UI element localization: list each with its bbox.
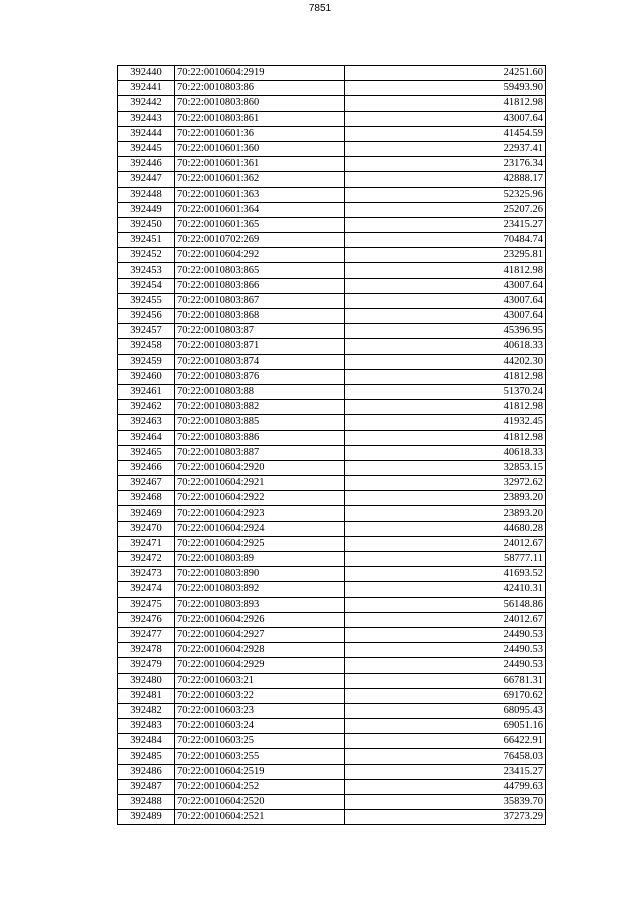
cadastral-number: 70:22:0010604:2922 [175, 491, 345, 506]
cadastral-number: 70:22:0010803:882 [175, 400, 345, 415]
cadastral-number: 70:22:0010803:893 [175, 597, 345, 612]
cadastral-value: 23415.27 [345, 764, 546, 779]
row-number: 392455 [118, 293, 175, 308]
cadastral-number: 70:22:0010601:364 [175, 202, 345, 217]
cadastral-value: 43007.64 [345, 309, 546, 324]
cadastral-number: 70:22:0010604:292 [175, 248, 345, 263]
row-number: 392465 [118, 445, 175, 460]
cadastral-number: 70:22:0010803:860 [175, 96, 345, 111]
row-number: 392482 [118, 703, 175, 718]
table-row [118, 263, 546, 278]
table-row [118, 795, 546, 810]
table-row [118, 187, 546, 202]
cadastral-number: 70:22:0010803:865 [175, 263, 345, 278]
cadastral-number: 70:22:0010803:89 [175, 552, 345, 567]
row-number: 392443 [118, 111, 175, 126]
table-row [118, 384, 546, 399]
cadastral-value: 58777.11 [345, 552, 546, 567]
cadastral-number: 70:22:0010803:874 [175, 354, 345, 369]
cadastral-value: 52325.96 [345, 187, 546, 202]
row-number: 392445 [118, 141, 175, 156]
cadastral-number: 70:22:0010803:892 [175, 582, 345, 597]
table-row [118, 248, 546, 263]
cadastral-value: 23893.20 [345, 506, 546, 521]
cadastral-value: 40618.33 [345, 445, 546, 460]
table-row [118, 536, 546, 551]
table-row [118, 612, 546, 627]
cadastral-number: 70:22:0010601:36 [175, 126, 345, 141]
row-number: 392456 [118, 309, 175, 324]
table-row [118, 354, 546, 369]
row-number: 392473 [118, 567, 175, 582]
row-number: 392474 [118, 582, 175, 597]
table-row [118, 643, 546, 658]
cadastral-number: 70:22:0010603:24 [175, 719, 345, 734]
table-row [118, 673, 546, 688]
row-number: 392459 [118, 354, 175, 369]
cadastral-value: 76458.03 [345, 749, 546, 764]
cadastral-value: 59493.90 [345, 81, 546, 96]
cadastral-value: 24490.53 [345, 643, 546, 658]
row-number: 392453 [118, 263, 175, 278]
cadastral-value: 41932.45 [345, 415, 546, 430]
table-row [118, 597, 546, 612]
cadastral-value: 23295.81 [345, 248, 546, 263]
cadastral-value: 24251.60 [345, 66, 546, 81]
cadastral-value: 69170.62 [345, 688, 546, 703]
cadastral-number: 70:22:0010603:25 [175, 734, 345, 749]
cadastral-value: 41812.98 [345, 369, 546, 384]
cadastral-value: 69051.16 [345, 719, 546, 734]
cadastral-number: 70:22:0010603:22 [175, 688, 345, 703]
cadastral-number: 70:22:0010604:2925 [175, 536, 345, 551]
cadastral-number: 70:22:0010803:885 [175, 415, 345, 430]
table-row [118, 81, 546, 96]
cadastral-value: 41812.98 [345, 96, 546, 111]
cadastral-value: 51370.24 [345, 384, 546, 399]
cadastral-value: 44680.28 [345, 521, 546, 536]
row-number: 392470 [118, 521, 175, 536]
row-number: 392483 [118, 719, 175, 734]
row-number: 392481 [118, 688, 175, 703]
cadastral-value: 37273.29 [345, 810, 546, 825]
table-row [118, 521, 546, 536]
cadastral-value: 24490.53 [345, 627, 546, 642]
table-row [118, 567, 546, 582]
row-number: 392446 [118, 157, 175, 172]
row-number: 392486 [118, 764, 175, 779]
cadastral-value: 25207.26 [345, 202, 546, 217]
row-number: 392469 [118, 506, 175, 521]
cadastral-value: 66422.91 [345, 734, 546, 749]
row-number: 392471 [118, 536, 175, 551]
table-row [118, 779, 546, 794]
cadastral-number: 70:22:0010803:890 [175, 567, 345, 582]
cadastral-number: 70:22:0010803:861 [175, 111, 345, 126]
table-body [118, 66, 546, 825]
row-number: 392462 [118, 400, 175, 415]
table-row [118, 460, 546, 475]
table-row [118, 627, 546, 642]
cadastral-number: 70:22:0010604:2920 [175, 460, 345, 475]
row-number: 392487 [118, 779, 175, 794]
cadastral-number: 70:22:0010803:87 [175, 324, 345, 339]
cadastral-value: 42410.31 [345, 582, 546, 597]
row-number: 392479 [118, 658, 175, 673]
row-number: 392449 [118, 202, 175, 217]
table-row [118, 66, 546, 81]
row-number: 392440 [118, 66, 175, 81]
row-number: 392468 [118, 491, 175, 506]
cadastral-number: 70:22:0010603:255 [175, 749, 345, 764]
cadastral-number: 70:22:0010604:2921 [175, 476, 345, 491]
table-row [118, 430, 546, 445]
table-row [118, 415, 546, 430]
cadastral-number: 70:22:0010604:2923 [175, 506, 345, 521]
row-number: 392461 [118, 384, 175, 399]
table-row [118, 476, 546, 491]
cadastral-value: 22937.41 [345, 141, 546, 156]
table-row [118, 658, 546, 673]
cadastral-value: 44202.30 [345, 354, 546, 369]
cadastral-value: 23893.20 [345, 491, 546, 506]
row-number: 392472 [118, 552, 175, 567]
row-number: 392478 [118, 643, 175, 658]
cadastral-value: 43007.64 [345, 293, 546, 308]
cadastral-value: 41693.52 [345, 567, 546, 582]
table-row [118, 96, 546, 111]
row-number: 392452 [118, 248, 175, 263]
cadastral-number: 70:22:0010603:23 [175, 703, 345, 718]
cadastral-number: 70:22:0010601:360 [175, 141, 345, 156]
table-row [118, 217, 546, 232]
cadastral-number: 70:22:0010604:2926 [175, 612, 345, 627]
table-row [118, 688, 546, 703]
row-number: 392458 [118, 339, 175, 354]
cadastral-number: 70:22:0010601:361 [175, 157, 345, 172]
cadastral-number: 70:22:0010601:362 [175, 172, 345, 187]
cadastral-number: 70:22:0010604:2521 [175, 810, 345, 825]
table-row [118, 172, 546, 187]
cadastral-value: 24012.67 [345, 612, 546, 627]
table-row [118, 764, 546, 779]
table-row [118, 734, 546, 749]
table-row [118, 324, 546, 339]
cadastral-value: 24012.67 [345, 536, 546, 551]
row-number: 392477 [118, 627, 175, 642]
row-number: 392463 [118, 415, 175, 430]
table-row [118, 233, 546, 248]
cadastral-value: 23176.34 [345, 157, 546, 172]
table-row [118, 552, 546, 567]
row-number: 392444 [118, 126, 175, 141]
registry-table [117, 65, 546, 825]
row-number: 392475 [118, 597, 175, 612]
row-number: 392464 [118, 430, 175, 445]
table-row [118, 703, 546, 718]
cadastral-number: 70:22:0010604:2924 [175, 521, 345, 536]
cadastral-value: 24490.53 [345, 658, 546, 673]
table-row [118, 491, 546, 506]
cadastral-value: 70484.74 [345, 233, 546, 248]
cadastral-number: 70:22:0010604:252 [175, 779, 345, 794]
cadastral-value: 32853.15 [345, 460, 546, 475]
row-number: 392480 [118, 673, 175, 688]
table-row [118, 278, 546, 293]
cadastral-number: 70:22:0010702:269 [175, 233, 345, 248]
cadastral-value: 41812.98 [345, 430, 546, 445]
cadastral-number: 70:22:0010604:2919 [175, 66, 345, 81]
cadastral-number: 70:22:0010604:2928 [175, 643, 345, 658]
cadastral-number: 70:22:0010803:886 [175, 430, 345, 445]
table-row [118, 309, 546, 324]
row-number: 392466 [118, 460, 175, 475]
table-row [118, 749, 546, 764]
cadastral-value: 43007.64 [345, 278, 546, 293]
row-number: 392485 [118, 749, 175, 764]
row-number: 392467 [118, 476, 175, 491]
row-number: 392450 [118, 217, 175, 232]
cadastral-value: 35839.70 [345, 795, 546, 810]
cadastral-value: 56148.86 [345, 597, 546, 612]
cadastral-number: 70:22:0010803:871 [175, 339, 345, 354]
cadastral-number: 70:22:0010803:86 [175, 81, 345, 96]
row-number: 392441 [118, 81, 175, 96]
cadastral-value: 41812.98 [345, 400, 546, 415]
row-number: 392476 [118, 612, 175, 627]
cadastral-value: 41454.59 [345, 126, 546, 141]
row-number: 392448 [118, 187, 175, 202]
cadastral-value: 68095.43 [345, 703, 546, 718]
row-number: 392454 [118, 278, 175, 293]
cadastral-value: 43007.64 [345, 111, 546, 126]
cadastral-number: 70:22:0010803:887 [175, 445, 345, 460]
table-row [118, 445, 546, 460]
row-number: 392489 [118, 810, 175, 825]
cadastral-number: 70:22:0010803:867 [175, 293, 345, 308]
table-row [118, 369, 546, 384]
cadastral-number: 70:22:0010601:363 [175, 187, 345, 202]
cadastral-number: 70:22:0010603:21 [175, 673, 345, 688]
row-number: 392460 [118, 369, 175, 384]
row-number: 392451 [118, 233, 175, 248]
cadastral-value: 45396.95 [345, 324, 546, 339]
table-row [118, 339, 546, 354]
cadastral-number: 70:22:0010803:868 [175, 309, 345, 324]
table-row [118, 810, 546, 825]
cadastral-number: 70:22:0010803:88 [175, 384, 345, 399]
row-number: 392442 [118, 96, 175, 111]
cadastral-value: 23415.27 [345, 217, 546, 232]
cadastral-value: 42888.17 [345, 172, 546, 187]
table-row [118, 506, 546, 521]
cadastral-value: 44799.63 [345, 779, 546, 794]
cadastral-number: 70:22:0010604:2927 [175, 627, 345, 642]
cadastral-number: 70:22:0010604:2520 [175, 795, 345, 810]
cadastral-value: 66781.31 [345, 673, 546, 688]
row-number: 392488 [118, 795, 175, 810]
table-row [118, 141, 546, 156]
row-number: 392484 [118, 734, 175, 749]
cadastral-number: 70:22:0010604:2519 [175, 764, 345, 779]
cadastral-value: 40618.33 [345, 339, 546, 354]
row-number: 392447 [118, 172, 175, 187]
cadastral-number: 70:22:0010604:2929 [175, 658, 345, 673]
table-row [118, 400, 546, 415]
table-row [118, 111, 546, 126]
table-row [118, 126, 546, 141]
row-number: 392457 [118, 324, 175, 339]
cadastral-value: 32972.62 [345, 476, 546, 491]
table-row [118, 202, 546, 217]
cadastral-value: 41812.98 [345, 263, 546, 278]
cadastral-number: 70:22:0010803:866 [175, 278, 345, 293]
cadastral-number: 70:22:0010601:365 [175, 217, 345, 232]
page-number: 7851 [308, 3, 332, 14]
table-row [118, 293, 546, 308]
table-row [118, 157, 546, 172]
table-row [118, 719, 546, 734]
table-row [118, 582, 546, 597]
cadastral-number: 70:22:0010803:876 [175, 369, 345, 384]
